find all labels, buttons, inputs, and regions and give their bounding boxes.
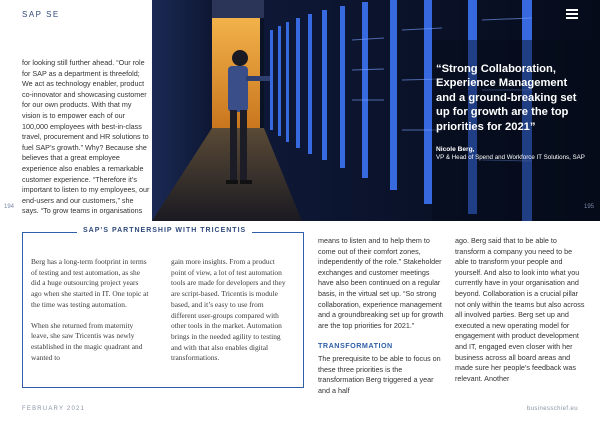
sidebar-col-1-p2: When she returned from maternity leave, she saw Tricentis was newly established in the magic quadrant and wanted to [31, 320, 143, 362]
footer-date: FEBRUARY 2021 [22, 406, 86, 412]
quote-name: Nicole Berg, [436, 146, 475, 153]
quote-attribution [436, 146, 586, 163]
body-column-4 [455, 236, 585, 384]
menu-icon[interactable] [566, 9, 578, 19]
left-body-column [22, 58, 150, 217]
left-body-text: for looking still further ahead. “Our role for SAP as a department is threefold; We act as technology enabler, product co-innovator and showcasing customer for our own products. With that my vision is to empower each of our 100,000 employees with best-in-class travel, procurement and HR solutions to fuel SAP’s growth.” Why? Because she believes that a great employee experience also enables a remarkable customer experience. “Therefore it’s important to listen to my employees, our end-users and our customers,” she says. “To grow teams in organisations [22, 58, 150, 216]
footer-url[interactable]: businesschief.eu [526, 406, 578, 412]
quote-role: VP & Head of Spend and Workforce IT Solutions, SAP [436, 154, 585, 162]
sidebar-col-1-p1: Berg has a long-term footprint in terms of testing and test automation, as she did a huge outsourcing project years ago when she started in IT. One topic at the time was testing automation. [31, 257, 149, 309]
brand-header: SAP SE [22, 10, 60, 19]
page-number-left: 194 [4, 204, 15, 210]
page-number-right: 195 [584, 204, 595, 210]
col3-p1: means to listen and to help them to come out of their comfort zones, independently of the role.” Stakeholder exchanges and customer meetings have also been continued on a regular basis, in the virtual set up. “So strong collaboration, experience management and a groundbreaking set up for growth are the top priorities for 2021.” [318, 236, 444, 330]
pull-quote: “Strong Collaboration, Experience Management and a ground-breaking set up for growth are the top priorities for 2021” [436, 63, 577, 133]
sidebar-col-2-p1: gain more insights. From a product point of view, a lot of test automation tools are made for developers and they are script-based. Tricentis is module based, and it’s easy to use from different user-groups compared with other tools in the market. Automation brings in the needed agility to testing and with that also enables digital transformations. [171, 257, 286, 363]
sidebar-box [22, 227, 304, 388]
sidebar-col-2 [171, 257, 289, 374]
col4-p1: ago. Berg said that to be able to transform a company you need to be able to transform your people and yourself. And also to look into what you currently have in your organisation and beyond. Collaboration is a crucial pillar not only within the teams but also across all involved parties. Berg set up and executed a new operating model for engagement with product development and IT, engaged even closer with her business across all board areas and made sure her people’s feedback was relevant. Another [455, 236, 585, 383]
section-heading: TRANSFORMATION [318, 341, 393, 351]
sidebar-col-1 [31, 257, 149, 373]
col3-p2: The prerequisite to be able to focus on these three priorities is the transformation Berg triggered a year and a half [318, 353, 441, 395]
sidebar-box-title: SAP’S PARTNERSHIP WITH TRICENTIS [77, 227, 252, 234]
body-column-3 [318, 236, 446, 396]
